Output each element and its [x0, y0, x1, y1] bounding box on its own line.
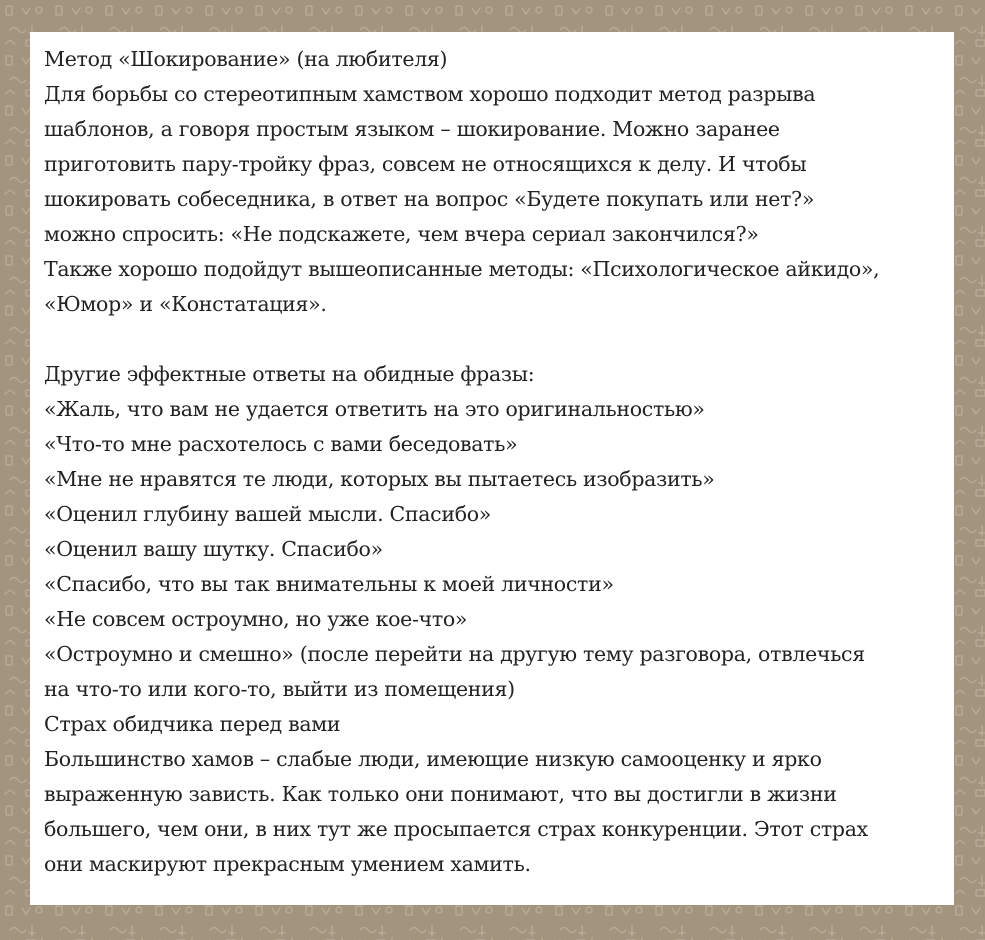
quote-line: «Жаль, что вам не удается ответить на это оригинальностью» — [44, 397, 705, 421]
section3-line: выраженную зависть. Как только они понимают, что вы достигли в жизни — [44, 782, 837, 806]
quote-line: «Не совсем остроумно, но уже кое-что» — [44, 607, 468, 631]
section1-line: Для борьбы со стереотипным хамством хорошо подходит метод разрыва — [44, 82, 816, 106]
quote-line: «Остроумно и смешно» (после перейти на другую тему разговора, отвлечься — [44, 642, 865, 666]
text-card — [30, 32, 954, 905]
section3-line: Большинство хамов – слабые люди, имеющие низкую самооценку и ярко — [44, 747, 822, 771]
section3-title: Страх обидчика перед вами — [44, 712, 341, 736]
section1-line: Также хорошо подойдут вышеописанные методы: «Психологическое айкидо», — [44, 257, 880, 281]
section3-line: они маскируют прекрасным умением хамить. — [44, 852, 531, 876]
section2-title: Другие эффектные ответы на обидные фразы: — [44, 362, 535, 386]
section1-line: шокировать собеседника, в ответ на вопрос «Будете покупать или нет?» — [44, 187, 815, 211]
paragraph-gap — [44, 322, 940, 357]
section1-title: Метод «Шокирование» (на любителя) — [44, 47, 448, 71]
quote-line: «Оценил вашу шутку. Спасибо» — [44, 537, 383, 561]
section1-line: «Юмор» и «Констатация». — [44, 292, 327, 316]
section1-line: можно спросить: «Не подскажете, чем вчера сериал закончился?» — [44, 222, 759, 246]
quote-line: «Спасибо, что вы так внимательны к моей личности» — [44, 572, 614, 596]
section1-line: приготовить пару-тройку фраз, совсем не относящихся к делу. И чтобы — [44, 152, 807, 176]
quote-line: «Что-то мне расхотелось с вами беседовать» — [44, 432, 518, 456]
section1-line: шаблонов, а говоря простым языком – шокирование. Можно заранее — [44, 117, 780, 141]
quote-line: «Оценил глубину вашей мысли. Спасибо» — [44, 502, 492, 526]
quote-line: «Мне не нравятся те люди, которых вы пытаетесь изобразить» — [44, 467, 715, 491]
quote-line: на что-то или кого-то, выйти из помещения) — [44, 677, 515, 701]
section3-line: большего, чем они, в них тут же просыпается страх конкуренции. Этот страх — [44, 817, 868, 841]
